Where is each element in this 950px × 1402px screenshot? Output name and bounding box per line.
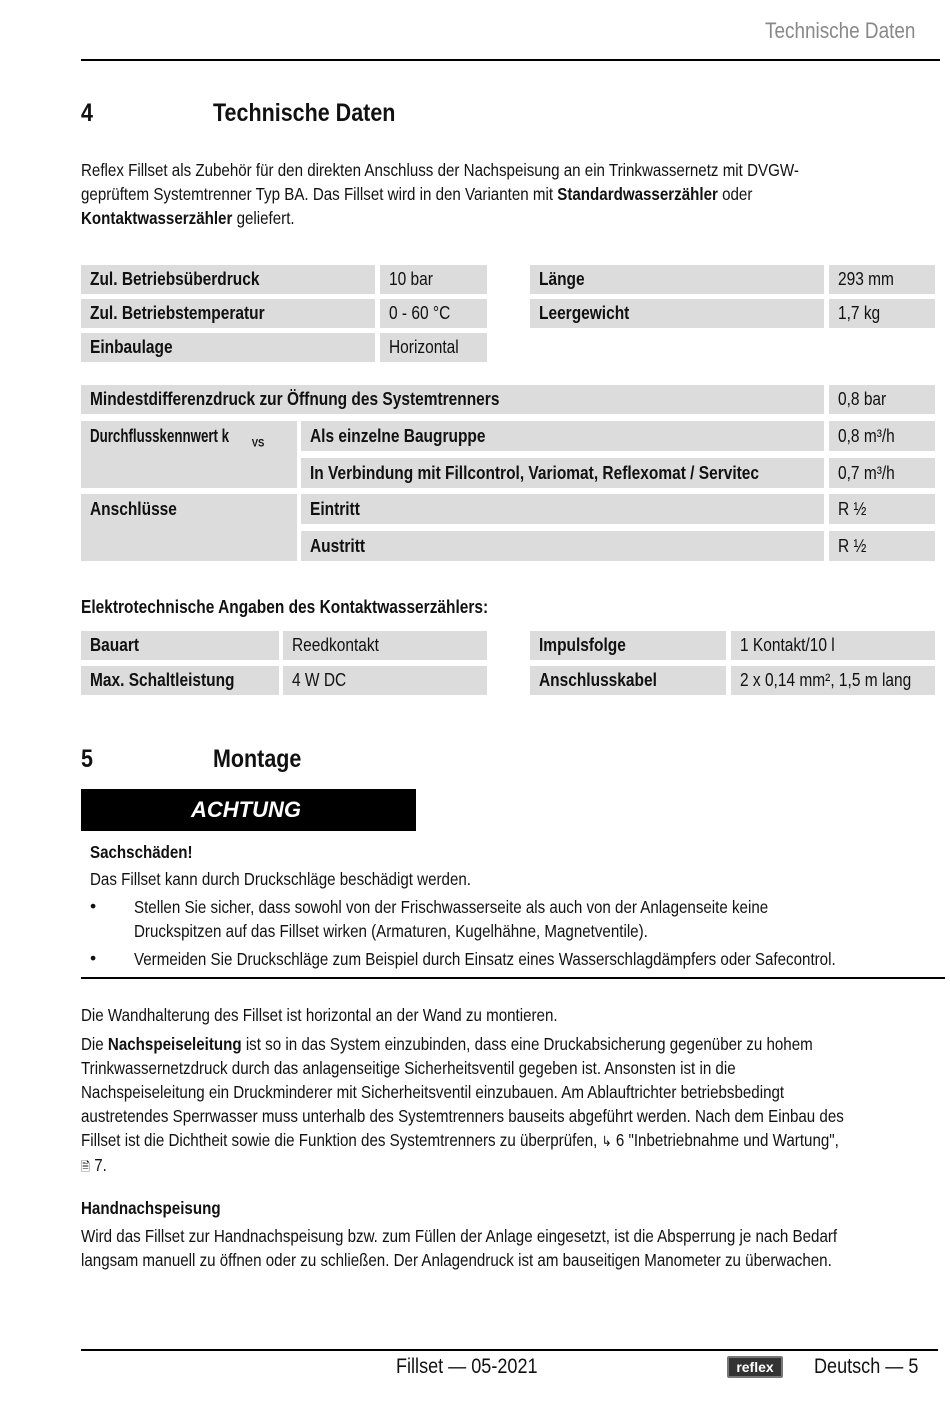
- intro-line-2: geprüftem Systemtrenner Typ BA. Das Fillset wird in den Varianten mit Standardwasserzähler oder: [81, 184, 753, 204]
- feed-line-6: 🗎 7.: [81, 1155, 107, 1175]
- spec-label: Zul. Betriebstemperatur: [81, 299, 375, 328]
- spec-value: Horizontal: [380, 333, 487, 362]
- footer-document-title: Fillset — 05-2021: [396, 1355, 538, 1378]
- connection-outlet-value: R ½: [829, 531, 935, 561]
- running-header: [765, 18, 940, 44]
- flow-row-1-value: 0,8 m³/h: [829, 421, 935, 451]
- flow-row-1-label: Als einzelne Baugruppe: [301, 421, 824, 451]
- footer-language-page: Deutsch — 5: [814, 1355, 919, 1378]
- intro-line-1: Reflex Fillset als Zubehör für den direkten Anschluss der Nachspeisung an ein Trinkwassernetz mit DVGW-: [81, 160, 799, 180]
- elec-value: 2 x 0,14 mm², 1,5 m lang: [731, 666, 935, 695]
- elec-value: 4 W DC: [283, 666, 487, 695]
- reflex-logo: reflex: [727, 1356, 783, 1378]
- warning-bullet-1: Stellen Sie sicher, dass sowohl von der Frischwasserseite als auch von der Anlagenseite keine Druckspitzen auf das Fillset wirken (Armaturen, Kugelhähne, Magnetventile).: [134, 897, 769, 941]
- bullet-icon: •: [90, 948, 97, 968]
- warning-banner: [81, 789, 416, 831]
- feed-line-paragraph: [81, 1032, 941, 1179]
- section-4-number: 4: [81, 99, 93, 127]
- spec-label: Zul. Betriebsüberdruck: [81, 265, 375, 294]
- connections-label: Anschlüsse: [81, 494, 297, 561]
- spec-label: Leergewicht: [530, 299, 824, 328]
- manual-refill-line-2: langsam manuell zu öffnen oder zu schließen. Der Anlagendruck ist am bauseitigen Manometer zu überwachen.: [81, 1250, 832, 1270]
- bullet-icon: •: [90, 896, 97, 916]
- feed-line-4: austretendes Sperrwasser muss unterhalb des Systemtrenners bauseits abgeführt werden. Nach dem Einbau des: [81, 1106, 844, 1126]
- section-5-title: Montage: [213, 745, 302, 773]
- spec-value: 0 - 60 °C: [380, 299, 487, 328]
- section-5-number: 5: [81, 745, 93, 773]
- running-header-text: Technische Daten: [765, 18, 916, 43]
- spec-value: 10 bar: [380, 265, 487, 294]
- feed-line-5: Fillset ist die Dichtheit sowie die Funktion des Systemtrenners zu überprüfen, ↳ 6 "Inbetriebnahme und Wartung",: [81, 1130, 839, 1150]
- connection-inlet-value: R ½: [829, 494, 935, 524]
- warning-end-rule: [81, 977, 945, 979]
- feed-line-3: Nachspeiseleitung ein Druckminderer mit Sicherheitsventil einzubauen. Am Ablauftrichter betriebsbedingt: [81, 1082, 785, 1102]
- elec-label: Impulsfolge: [530, 631, 726, 660]
- min-diff-label: Mindestdifferenzdruck zur Öffnung des Systemtrenners: [81, 385, 824, 414]
- connection-outlet-label: Austritt: [301, 531, 824, 561]
- electrical-heading: Elektrotechnische Angaben des Kontaktwasserzählers:: [81, 597, 489, 617]
- flow-row-2-label: In Verbindung mit Fillcontrol, Variomat, Reflexomat / Servitec: [301, 458, 824, 488]
- feed-line-2: Trinkwassernetzdruck durch das anlagenseitige Sicherheitsventil gegeben ist. Ansonsten ist in die: [81, 1058, 736, 1078]
- cross-reference-arrow-icon[interactable]: ↳: [601, 1133, 612, 1149]
- header-rule: [81, 59, 940, 61]
- spec-label: Länge: [530, 265, 824, 294]
- min-diff-value: 0,8 bar: [829, 385, 935, 414]
- spec-value: 293 mm: [829, 265, 935, 294]
- footer-rule: [81, 1349, 938, 1351]
- manual-refill-heading: Handnachspeisung: [81, 1198, 221, 1218]
- intro-line-3: Kontaktwasserzähler geliefert.: [81, 208, 295, 228]
- feed-line-1: Die Nachspeiseleitung ist so in das System einzubinden, dass eine Druckabsicherung gegenüber zu hohem: [81, 1034, 813, 1054]
- mounting-paragraph: [81, 1003, 941, 1027]
- connection-inlet-label: Eintritt: [301, 494, 824, 524]
- warning-label: ACHTUNG: [191, 797, 301, 822]
- manual-refill-paragraph: [81, 1224, 941, 1272]
- section-4-title: Technische Daten: [213, 99, 396, 127]
- manual-refill-line-1: Wird das Fillset zur Handnachspeisung bzw. zum Füllen der Anlage eingesetzt, ist die Absperrung je nach Bedarf: [81, 1226, 838, 1246]
- page-reference-icon[interactable]: 🗎: [81, 1159, 90, 1174]
- flow-row-2-value: 0,7 m³/h: [829, 458, 935, 488]
- warning-heading: Sachschäden!: [90, 842, 193, 862]
- elec-label: Anschlusskabel: [530, 666, 726, 695]
- spec-value: 1,7 kg: [829, 299, 935, 328]
- elec-label: Max. Schaltleistung: [81, 666, 279, 695]
- flow-coefficient-label: Durchflusskennwert k $_{VS}$: [81, 421, 297, 488]
- warning-bullet-2: Vermeiden Sie Druckschläge zum Beispiel durch Einsatz eines Wasserschlagdämpfers oder Safecontrol.: [134, 949, 836, 969]
- mounting-line: Die Wandhalterung des Fillset ist horizontal an der Wand zu montieren.: [81, 1005, 558, 1025]
- elec-value: Reedkontakt: [283, 631, 487, 660]
- spec-label: Einbaulage: [81, 333, 375, 362]
- elec-label: Bauart: [81, 631, 279, 660]
- intro-paragraph: [81, 158, 941, 230]
- elec-value: 1 Kontakt/10 l: [731, 631, 935, 660]
- warning-text: Das Fillset kann durch Druckschläge beschädigt werden.: [90, 869, 471, 889]
